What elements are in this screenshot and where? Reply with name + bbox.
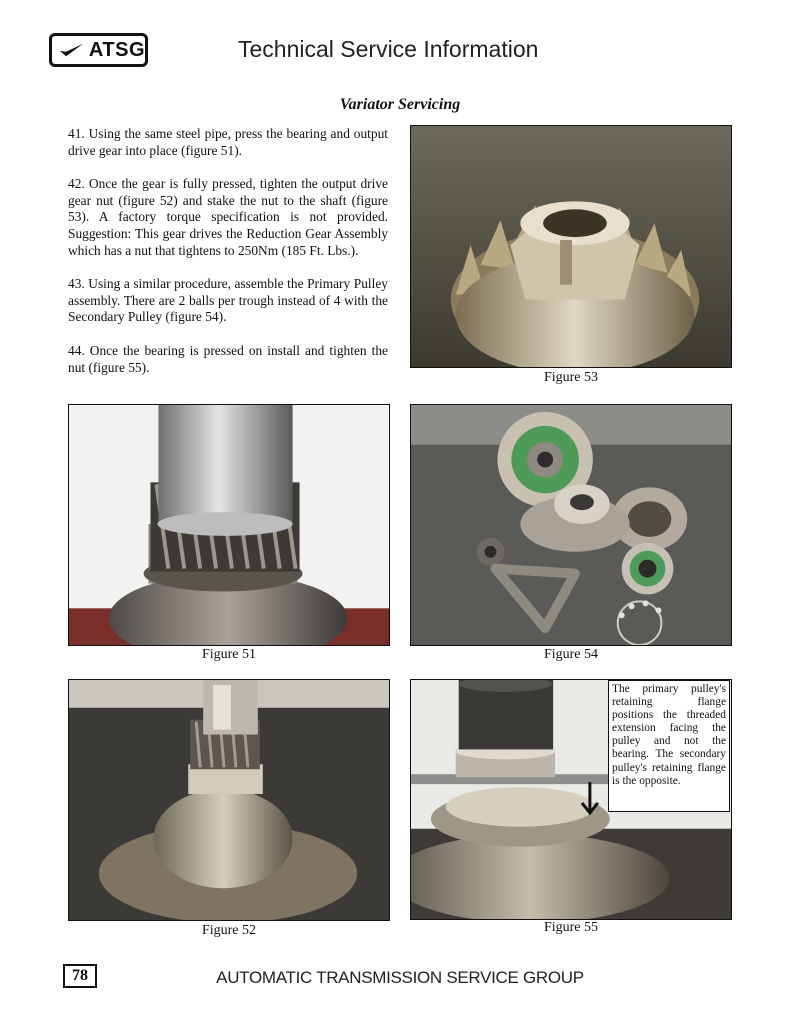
section-title: Variator Servicing bbox=[339, 96, 461, 113]
figure-55-caption: Figure 55 bbox=[543, 920, 599, 935]
figure-54-caption: Figure 54 bbox=[543, 647, 599, 662]
page-number: 78 bbox=[63, 964, 97, 988]
instruction-text bbox=[68, 126, 388, 393]
step-42: 42. Once the gear is fully pressed, tighten the output drive gear nut (figure 52) and stake the nut to the shaft (figure 53). A factory torque specification is not provided. Suggestion: This gear drives the Reduction Gear Assembly which has a nut that tightens to 250Nm (185 Ft. Lbs.). bbox=[68, 176, 388, 258]
logo-text: ATSG bbox=[88, 38, 145, 61]
footer-organization: AUTOMATIC TRANSMISSION SERVICE GROUP bbox=[216, 968, 584, 987]
header-title: Technical Service Information bbox=[238, 36, 539, 62]
figure-51-caption: Figure 51 bbox=[201, 647, 257, 662]
figure-51-photo bbox=[68, 404, 390, 646]
logo-check-icon bbox=[58, 40, 85, 60]
figure-53-caption: Figure 53 bbox=[543, 370, 599, 385]
step-41: 41. Using the same steel pipe, press the bearing and output drive gear into place (figure 51). bbox=[68, 126, 388, 158]
step-44: 44. Once the bearing is pressed on install and tighten the nut (figure 55). bbox=[68, 342, 388, 375]
figure-55-callout: The primary pulley's retaining flange positions the threaded extension facing the pulley and not the bearing. The secondary pulley's retaining flange is the opposite. bbox=[608, 680, 730, 812]
atsg-logo bbox=[49, 33, 148, 67]
figure-52-photo bbox=[68, 679, 390, 921]
figure-54-photo bbox=[410, 404, 732, 646]
figure-53-photo bbox=[410, 125, 732, 368]
step-43: 43. Using a similar procedure, assemble the Primary Pulley assembly. There are 2 balls per trough instead of 4 with the Secondary Pulley (figure 54). bbox=[68, 276, 388, 325]
figure-52-caption: Figure 52 bbox=[201, 923, 257, 938]
